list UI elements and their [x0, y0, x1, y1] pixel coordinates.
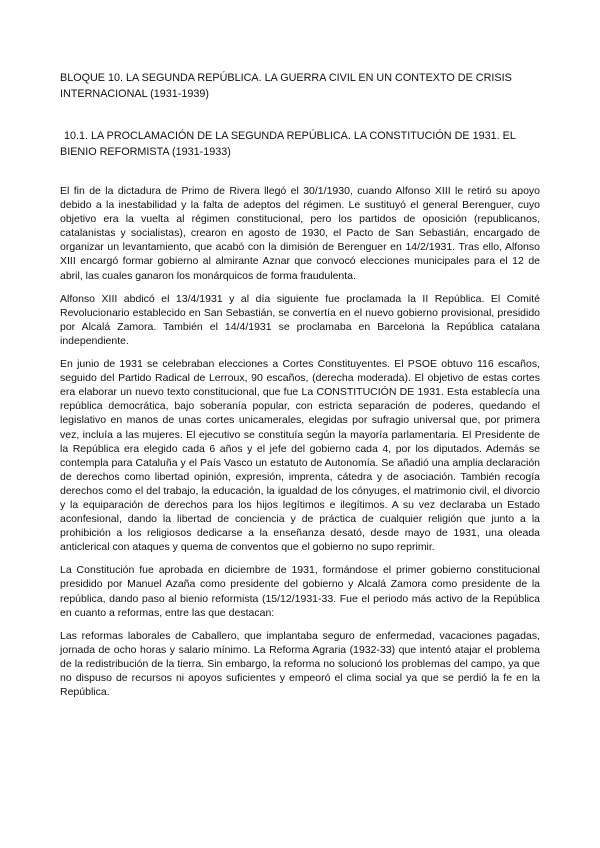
paragraph-dictadura: El fin de la dictadura de Primo de Rivera llegó el 30/1/1930, cuando Alfonso XIII le retiró su apoyo debido a la inestabilidad y la falta de adeptos del régimen. Le sustituyó el general Berenguer, cuyo objetivo era la vuelta al régimen constitucional, pero los partidos de oposición (republicanos, catalanistas y socialistas), crearon en agosto de 1930, el Pacto de San Sebastián, encargado de organizar un levantamiento, que acabó con la dimisión de Berenguer en 14/2/1931. Tras ello, Alfonso XIII encargó formar gobierno al almirante Aznar que convocó elecciones municipales para el 12 de abril, las cuales ganaron los monárquicos de forma fraudulenta.	[60, 185, 540, 282]
paragraph-abdicacion: Alfonso XIII abdicó el 13/4/1931 y al día siguiente fue proclamada la II República. El Comité Revolucionario establecido en San Sebastián, se convertía en el nuevo gobierno provisional, presidido por Alcalá Zamora. También el 14/4/1931 se proclamaba en Barcelona la República catalana independiente.	[60, 292, 540, 347]
paragraph-bienio: La Constitución fue aprobada en diciembre de 1931, formándose el primer gobierno constitucional presidido por Manuel Azaña como presidente del gobierno y Alcalá Zamora como presidente de la república, dando paso al bienio reformista (15/12/1931-33. Fue el periodo más activo de la República en cuanto a reformas, entre las que destacan:	[60, 564, 540, 619]
section-title-text: 10.1. LA PROCLAMACIÓN DE LA SEGUNDA REPÚBLICA. LA CONSTITUCIÓN DE 1931. EL BIENIO REFORMISTA (1931-1933)	[60, 130, 516, 158]
body-text	[60, 184, 540, 708]
paragraph-reformas: Las reformas laborales de Caballero, que implantaba seguro de enfermedad, vacaciones pagadas, jornada de ocho horas y salario mínimo. La Reforma Agraria (1932-33) que intentó atajar el problema de la redistribución de la tierra. Sin embargo, la reforma no solucionó los problemas del campo, ya que no dispuso de recursos ni apoyos suficientes y empeoró el clima social ya que se perdió la fe en la República.	[60, 629, 540, 699]
section-title	[60, 128, 540, 160]
block-title: BLOQUE 10. LA SEGUNDA REPÚBLICA. LA GUERRA CIVIL EN UN CONTEXTO DE CRISIS INTERNACIONAL (1931-1939)	[60, 72, 512, 100]
paragraph-constitucion: En junio de 1931 se celebraban elecciones a Cortes Constituyentes. El PSOE obtuvo 116 escaños, seguido del Partido Radical de Lerroux, 90 escaños, (derecha moderada). El objetivo de estas cortes era elaborar un nuevo texto constitucional, que fue La CONSTITUCIÓN DE 1931. Esta establecía una república democrática, bajo soberanía popular, con estricta separación de poderes, quedando el legislativo en manos de unas cortes unicamerales, elegidas por sufragio universal que, por primera vez, incluía a las mujeres. El ejecutivo se constituía según la mayoría parlamentaria. El Presidente de la República era elegido cada 6 años y el jefe del gobierno cada 4, por los diputados. Además se contempla para Cataluña y el País Vasco un estatuto de Autonomía. Se añadió una amplia declaración de derechos como libertad opinión, expresión, imprenta, cátedra y de asociación. También recogía derechos como el del trabajo, la educación, la igualdad de los cónyuges, el matrimonio civil, el divorcio y la equiparación de derechos para los hijos legítimos e ilegítimos. A su vez declaraba un Estado aconfesional, dando la libertad de conciencia y de práctica de cualquier religión que junto a la prohibición a los religiosos dedicarse a la enseñanza desató, desde mayo de 1931, una oleada anticlerical con ataques y quema de conventos que el gobierno no supo reprimir.	[60, 358, 540, 554]
